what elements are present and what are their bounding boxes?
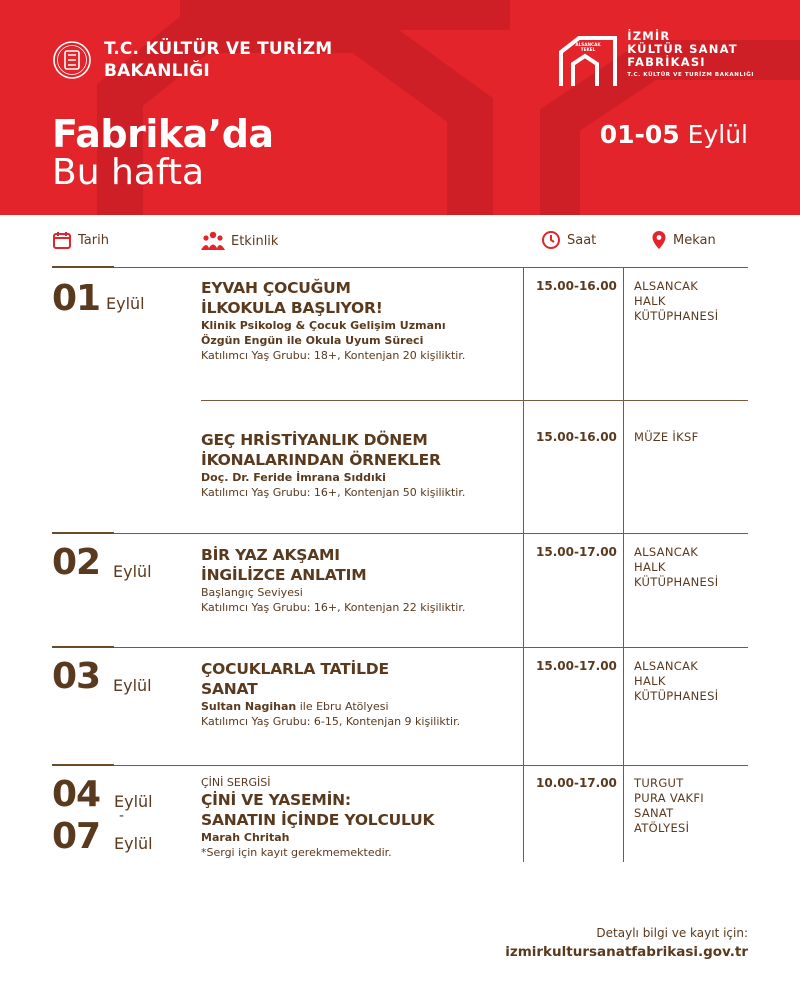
factory-building-icon xyxy=(557,30,619,90)
event-artist: Marah Chritah xyxy=(201,831,290,844)
calendar-icon xyxy=(52,230,72,250)
event-instructor xyxy=(201,699,521,714)
location-pin-icon xyxy=(651,230,667,250)
day-number: 02 xyxy=(52,542,101,583)
column-header-date-label: Tarih xyxy=(78,232,109,248)
day-divider-2 xyxy=(52,532,114,534)
venue-line: KÜTÜPHANESİ xyxy=(634,689,719,703)
event-title-line2: İLKOKULA BAŞLIYOR! xyxy=(201,299,383,317)
day-divider-1 xyxy=(52,266,114,268)
event-title-line2: İNGİLİZCE ANLATIM xyxy=(201,566,367,584)
venue-line: PURA VAKFI xyxy=(634,791,704,805)
event-venue xyxy=(634,776,704,836)
date-range-month: Eylül xyxy=(687,120,748,149)
event-speaker-line1: Klinik Psikolog & Çocuk Gelişim Uzmanı xyxy=(201,319,446,332)
day-range-separator: - xyxy=(119,808,125,824)
column-divider-time xyxy=(523,267,524,862)
instructor-name: Sultan Nagihan xyxy=(201,700,297,713)
website-link[interactable]: izmirkultursanatfabrikasi.gov.tr xyxy=(505,944,748,960)
day-month: Eylül xyxy=(106,294,145,313)
event-time: 15.00-16.00 xyxy=(536,430,617,444)
day-divider-line-4 xyxy=(52,765,748,766)
venue-line: ATÖLYESİ xyxy=(634,821,690,835)
workshop-label: ile Ebru Atölyesi xyxy=(296,700,389,713)
event-info: Katılımcı Yaş Grubu: 6-15, Kontenjan 9 kişiliktir. xyxy=(201,715,461,728)
event-venue xyxy=(634,430,698,445)
venue-line: HALK xyxy=(634,560,666,574)
event-item xyxy=(201,776,521,860)
column-header-venue xyxy=(651,230,716,250)
column-header-date xyxy=(52,230,109,250)
factory-logo xyxy=(557,30,754,90)
event-level: Başlangıç Seviyesi xyxy=(201,586,303,599)
ministry-emblem-icon xyxy=(52,40,92,80)
day-month: Eylül xyxy=(113,562,152,581)
header-banner xyxy=(0,0,800,215)
day-divider-line-2 xyxy=(52,533,748,534)
footer-info-label: Detaylı bilgi ve kayıt için: xyxy=(596,926,748,940)
venue-line: TURGUT xyxy=(634,776,684,790)
day-number: 03 xyxy=(52,656,101,697)
event-divider-1 xyxy=(201,400,748,401)
event-time: 10.00-17.00 xyxy=(536,776,617,790)
column-header-event xyxy=(201,230,278,252)
event-note: *Sergi için kayıt gerekmemektedir. xyxy=(201,846,392,859)
venue-line: ALSANCAK xyxy=(634,545,699,559)
event-speaker-line1: Doç. Dr. Feride İmrana Sıddıki xyxy=(201,471,386,484)
event-time: 15.00-17.00 xyxy=(536,659,617,673)
day-month: Eylül xyxy=(114,792,153,811)
event-venue xyxy=(634,279,718,324)
people-icon xyxy=(201,230,225,252)
event-info: Katılımcı Yaş Grubu: 18+, Kontenjan 20 kişiliktir. xyxy=(201,349,466,362)
event-venue xyxy=(634,545,718,590)
venue-line: ALSANCAK xyxy=(634,279,699,293)
venue-line: HALK xyxy=(634,674,666,688)
venue-line: KÜTÜPHANESİ xyxy=(634,309,719,323)
event-category: ÇİNİ SERGİSİ xyxy=(201,776,271,789)
day-month: Eylül xyxy=(113,676,152,695)
column-header-time xyxy=(541,230,596,250)
event-info: Katılımcı Yaş Grubu: 16+, Kontenjan 22 kişiliktir. xyxy=(201,601,466,614)
ministry-name-line1: T.C. KÜLTÜR VE TURİZM xyxy=(104,39,333,59)
brand-line-2: KÜLTÜR SANAT xyxy=(627,42,738,56)
brand-subtitle: T.C. KÜLTÜR VE TURİZM BAKANLIĞI xyxy=(627,72,754,78)
ministry-name-line2: BAKANLIĞI xyxy=(104,61,210,81)
event-item xyxy=(201,430,521,500)
day-divider-line-3 xyxy=(52,647,748,648)
event-item xyxy=(201,659,521,729)
page-title-bold: Fabrika’da xyxy=(52,112,274,156)
event-title-line1: EYVAH ÇOCUĞUM xyxy=(201,279,351,297)
brand-line-3: FABRİKASI xyxy=(627,55,706,69)
day-month-end: Eylül xyxy=(114,834,153,853)
event-title-line1: ÇOCUKLARLA TATİLDE xyxy=(201,660,389,678)
column-divider-venue xyxy=(623,267,624,862)
venue-line: HALK xyxy=(634,294,666,308)
day-number-end: 07 xyxy=(52,816,101,857)
date-range-days: 01-05 xyxy=(599,120,680,149)
logo-small-text-2: TEKEL xyxy=(581,47,596,52)
page-title-light: Bu hafta xyxy=(52,152,205,193)
event-title-line1: GEÇ HRİSTİYANLIK DÖNEM xyxy=(201,431,428,449)
event-speaker-line2: Özgün Engün ile Okula Uyum Süreci xyxy=(201,334,424,347)
event-time: 15.00-17.00 xyxy=(536,545,617,559)
venue-line: MÜZE İKSF xyxy=(634,430,699,444)
day-divider-4 xyxy=(52,764,114,766)
event-venue xyxy=(634,659,718,704)
column-header-venue-label: Mekan xyxy=(673,232,716,248)
header-divider xyxy=(52,267,748,268)
venue-line: ALSANCAK xyxy=(634,659,699,673)
event-title-line2: SANATIN İÇİNDE YOLCULUK xyxy=(201,811,435,829)
day-divider-3 xyxy=(52,646,114,648)
footer xyxy=(505,924,748,962)
event-item xyxy=(201,545,521,615)
event-title-line2: İKONALARINDAN ÖRNEKLER xyxy=(201,451,441,469)
ministry-logo xyxy=(52,38,332,82)
column-header-time-label: Saat xyxy=(567,232,597,248)
event-title-line1: BİR YAZ AKŞAMI xyxy=(201,546,340,564)
event-title-line1: ÇİNİ VE YASEMİN: xyxy=(201,791,351,809)
week-date-range xyxy=(600,120,748,149)
column-header-event-label: Etkinlik xyxy=(231,233,279,249)
venue-line: SANAT xyxy=(634,806,674,820)
logo-small-text-1: ALSANCAK xyxy=(575,42,601,47)
event-time: 15.00-16.00 xyxy=(536,279,617,293)
event-item xyxy=(201,278,521,363)
clock-icon xyxy=(541,230,561,250)
event-title-line2: SANAT xyxy=(201,680,258,698)
venue-line: KÜTÜPHANESİ xyxy=(634,575,719,589)
brand-line-1: İZMİR xyxy=(627,29,671,43)
day-number: 01 xyxy=(52,278,101,319)
event-info: Katılımcı Yaş Grubu: 16+, Kontenjan 50 kişiliktir. xyxy=(201,486,466,499)
day-number: 04 xyxy=(52,774,101,815)
